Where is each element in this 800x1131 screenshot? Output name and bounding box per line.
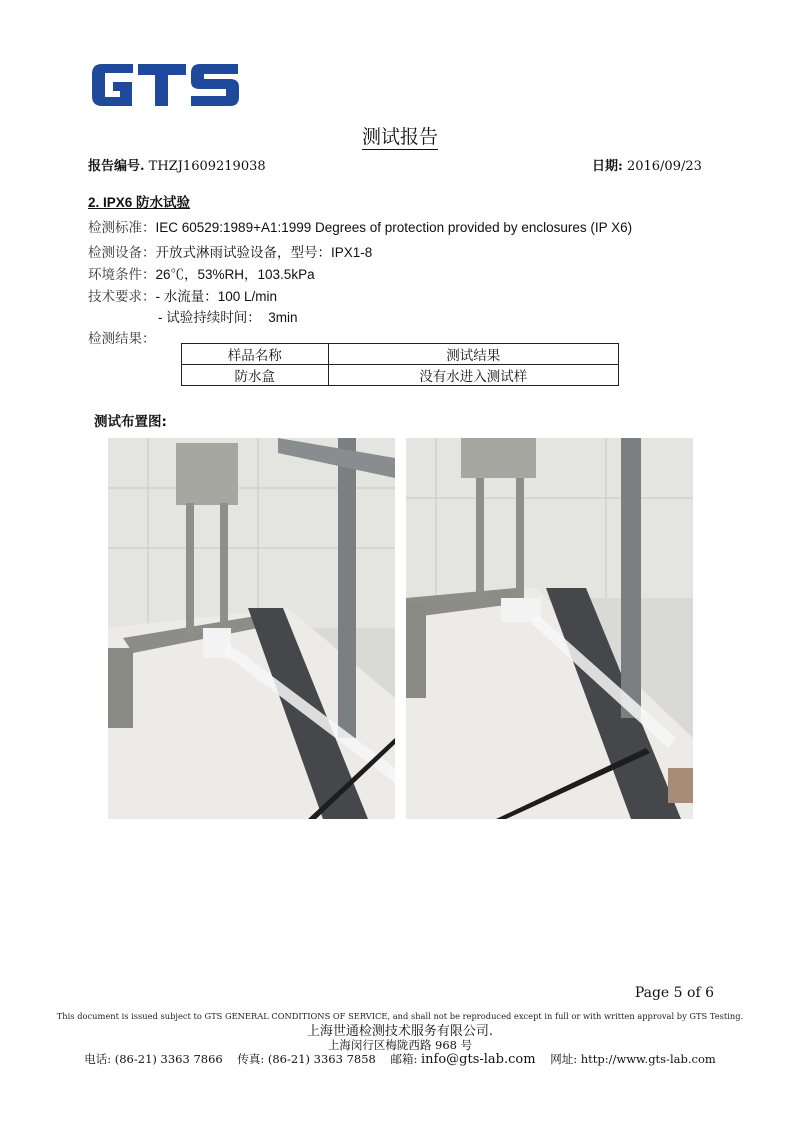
footer-notice: This document is issued subject to GTS GENERAL CONDITIONS OF SERVICE, and shall not be reproduced except in full or with written approval by GTS Testing.: [56, 1011, 744, 1021]
results-table: [181, 343, 619, 386]
footer-company: 上海世通检测技术服务有限公司.: [306, 1024, 494, 1039]
test-setup-photo-1: [108, 438, 395, 819]
table-header-cell: 样品名称: [182, 344, 329, 365]
standard-line: 检测标准：IEC 60529:1989+A1:1999 Degrees of protection provided by enclosures (IP X6): [88, 220, 633, 235]
results-label: 检测结果：: [88, 331, 156, 346]
conditions-line: 环境条件：26℃，53%RH，103.5kPa: [88, 267, 315, 282]
requirements-line: 技术要求：- 水流量：100 L/min: [88, 289, 278, 304]
page-number: Page 5 of 6: [634, 985, 714, 1001]
footer-fax: 传真: (86-21) 3363 7858: [237, 1052, 376, 1066]
section-heading: 2. IPX6 防水试验: [88, 195, 191, 210]
table-cell: 没有水进入测试样: [328, 365, 618, 386]
test-setup-photo-2: [406, 438, 693, 819]
footer-address: 上海闵行区梅陇西路 968 号: [327, 1038, 473, 1052]
gts-logo: [88, 56, 243, 112]
requirements-line-2: - 试验持续时间： 3min: [158, 310, 298, 325]
table-header-cell: 测试结果: [328, 344, 618, 365]
report-number: 报告编号. THZJ1609219038: [88, 159, 266, 174]
footer-email-label: 邮箱:: [390, 1052, 418, 1066]
footer-contacts: [0, 1051, 800, 1067]
table-header-row: [182, 344, 619, 365]
equipment-line: 检测设备：开放式淋雨试验设备，型号：IPX1-8: [88, 245, 373, 260]
table-cell: 防水盒: [182, 365, 329, 386]
footer-email[interactable]: info@gts-lab.com: [421, 1052, 536, 1067]
footer-tel: 电话: (86-21) 3363 7866: [84, 1052, 223, 1066]
footer-web[interactable]: 网址: http://www.gts-lab.com: [550, 1052, 716, 1066]
report-date: 日期: 2016/09/23: [592, 159, 702, 174]
figure-label: 测试布置图:: [94, 414, 167, 430]
table-row: [182, 365, 619, 386]
report-title: 测试报告: [361, 126, 438, 148]
